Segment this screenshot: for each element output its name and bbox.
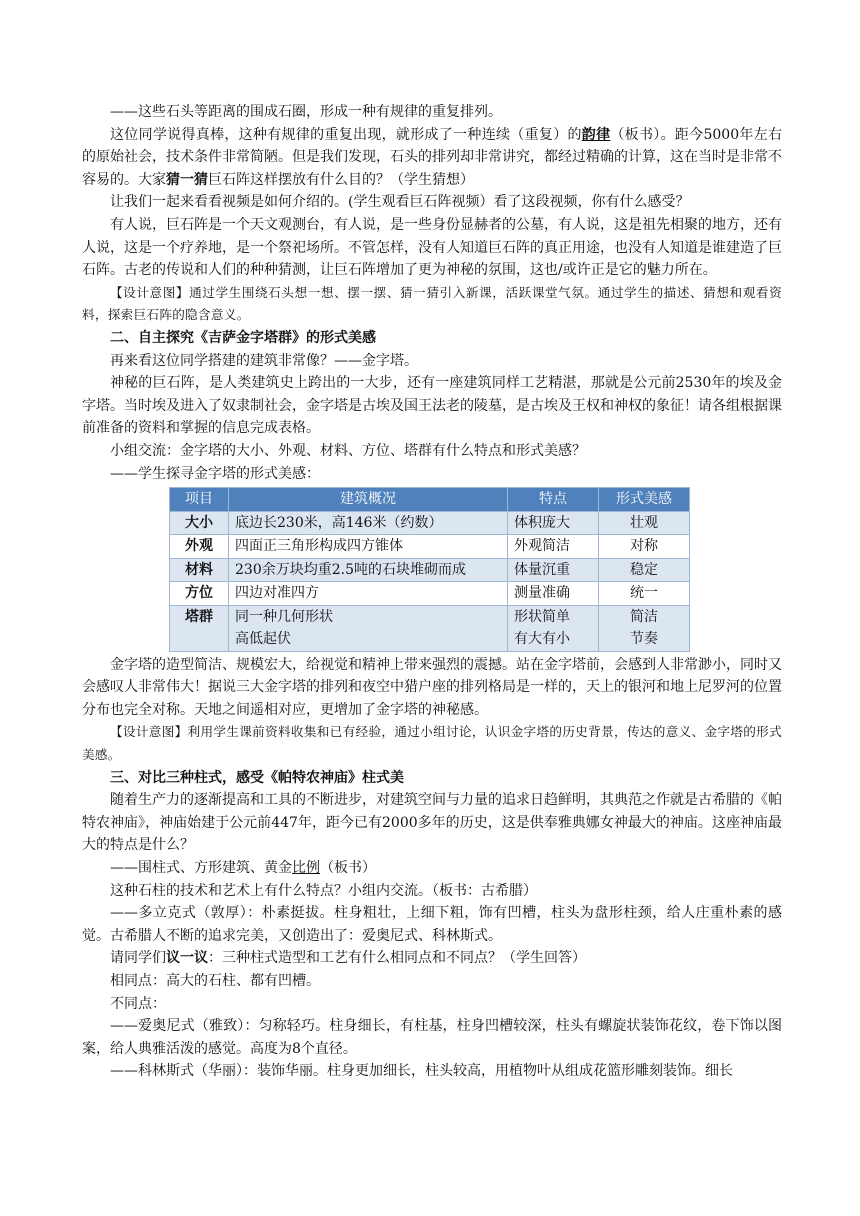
table-header: 特点 <box>508 488 599 512</box>
cell-line: 同一种几何形状 <box>235 608 333 625</box>
text-run: 巨石阵这样摆放有什么目的？（学生猜想） <box>208 171 474 188</box>
text-run: ：三种柱式造型和工艺有什么相同点和不同点？（学生回答） <box>208 950 586 967</box>
text-run: 这位同学说得真棒，这种有规律的重复出现，就形成了一种连续（重复）的 <box>110 126 582 143</box>
table-cell: 大小 <box>170 511 229 535</box>
table-header-row <box>170 488 690 512</box>
table-cell: 材料 <box>170 558 229 582</box>
table-header: 建筑概况 <box>229 488 508 512</box>
table-cell: 外观简洁 <box>508 535 599 559</box>
paragraph: ——科林斯式（华丽）：装饰华丽。柱身更加细长，柱头较高，用植物叶从组成花篮形雕刻装饰。细长 <box>110 1063 733 1080</box>
cell-line: 形状简单 <box>514 608 570 625</box>
table-cell <box>229 605 508 651</box>
table-cell: 稳定 <box>599 558 690 582</box>
paragraph: 有人说，巨石阵是一个天文观测台，有人说，是一些身份显赫者的公墓，有人说，这是祖先相聚的地方，还有人说，这是一个疗养地，是一个祭祀场所。不管怎样，没有人知道巨石阵的真正用途，也没有人知道是谁建造了巨石阵。古老的传说和人们的种种猜测，让巨石阵增加了更为神秘的氛围，这也/或许正是它的魅力所在。 <box>82 216 782 279</box>
keyword-guess: 猜一猜 <box>166 171 208 188</box>
paragraph: 相同点：高大的石柱、都有凹槽。 <box>110 972 320 989</box>
paragraph: ——多立克式（敦厚）：朴素挺拔。柱身粗壮，上细下粗，饰有凹槽，柱头为盘形柱颈，给人庄重朴素的感觉。古希腊人不断的追求完美，又创造出了：爱奥尼式、科林斯式。 <box>82 905 782 944</box>
cell-line: 节奏 <box>630 631 658 648</box>
paragraph: ——爱奥尼式（雅致）：匀称轻巧。柱身细长，有柱基，柱身凹槽较深，柱头有螺旋状装饰花纹，卷下饰以图案，给人典雅活泼的感觉。高度为8个直径。 <box>82 1018 782 1057</box>
design-intent: 【设计意图】利用学生课前资料收集和已有经验，通过小组讨论，认识金字塔的历史背景，传达的意义、金字塔的形式美感。 <box>82 724 782 762</box>
keyword-ratio: 比例 <box>292 859 320 876</box>
table-cell: 体量沉重 <box>508 558 599 582</box>
paragraph: 随着生产力的逐渐提高和工具的不断进步，对建筑空间与力量的追求日趋鲜明，其典范之作就是古希腊的《帕特农神庙》，神庙始建于公元前447年，距今已有2000多年的历史，这是供奉雅典娜女神最大的神庙。这座神庙最大的特点是什么？ <box>82 792 782 854</box>
keyword-rhythm: 韵律 <box>581 126 611 143</box>
table-cell: 塔群 <box>170 605 229 651</box>
table-row <box>170 558 690 582</box>
paragraph: 再来看这位同学搭建的建筑非常像？——金字塔。 <box>110 352 418 369</box>
table-row <box>170 511 690 535</box>
table-cell: 230余万块均重2.5吨的石块堆砌而成 <box>229 558 508 582</box>
paragraph: 小组交流：金字塔的大小、外观、材料、方位、塔群有什么特点和形式美感？ <box>110 442 586 459</box>
table-cell: 底边长230米，高146米（约数） <box>229 511 508 535</box>
design-intent: 【设计意图】通过学生围绕石头想一想、摆一摆、猜一猜引入新课，活跃课堂气氛。通过学生的描述、猜想和观看资料，探索巨石阵的隐含意义。 <box>82 284 782 323</box>
table-cell: 统一 <box>599 582 690 606</box>
paragraph: 金字塔的造型简洁、规模宏大，给视觉和精神上带来强烈的震撼。站在金字塔前，会感到人非常渺小，同时又会感叹人非常伟大！据说三大金字塔的排列和夜空中猎户座的排列格局是一样的，天上的银河和地上尼罗河的位置分布也完全对称。天地之间遥相对应，更增加了金字塔的神秘感。 <box>82 656 782 718</box>
paragraph: 让我们一起来看看视频是如何介绍的。(学生观看巨石阵视频）看了这段视频，你有什么感受？ <box>110 194 690 211</box>
keyword-discuss: 议一议 <box>166 950 208 967</box>
paragraph: 神秘的巨石阵，是人类建筑史上跨出的一大步，还有一座建筑同样工艺精湛，那就是公元前2530年的埃及金字塔。当时埃及进入了奴隶制社会，金字塔是古埃及国王法老的陵墓，是古埃及王权和神权的象征！请各组根据课前准备的资料和掌握的信息完成表格。 <box>82 375 782 437</box>
text-run: （板书） <box>320 859 376 876</box>
paragraph <box>82 124 782 192</box>
table-cell: 外观 <box>170 535 229 559</box>
table-cell: 四边对准四方 <box>229 582 508 606</box>
paragraph: ——学生探寻金字塔的形式美感： <box>110 465 320 482</box>
table-row <box>170 582 690 606</box>
text-run: （板书）。距今5000年左右的原始社会，技术条件非常简陋。但是我们发现，石头的排列却非常讲究，都经过精确的计算，这在当时是非常不容易的。大家 <box>82 126 782 188</box>
cell-line: 有大有小 <box>514 631 570 648</box>
paragraph: ——这些石头等距离的围成石圈，形成一种有规律的重复排列。 <box>110 104 502 120</box>
paragraph: 不同点： <box>110 995 166 1012</box>
text-run: 请同学们 <box>110 950 166 967</box>
text-run: ——围柱式、方形建筑、黄金 <box>110 859 292 876</box>
table-cell: 体积庞大 <box>508 511 599 535</box>
table-cell: 方位 <box>170 582 229 606</box>
pyramid-table <box>169 487 690 652</box>
table-cell: 壮观 <box>599 511 690 535</box>
table-cell <box>508 605 599 651</box>
section-heading-3: 三、对比三种柱式，感受《帕特农神庙》柱式美 <box>110 769 404 786</box>
paragraph <box>82 947 782 970</box>
table-cell: 四面正三角形构成四方锥体 <box>229 535 508 559</box>
cell-line: 高低起伏 <box>235 631 291 648</box>
table-cell: 测量准确 <box>508 582 599 606</box>
document-body <box>82 101 782 1083</box>
table-cell <box>599 605 690 651</box>
table-header: 形式美感 <box>599 488 690 512</box>
cell-line: 简洁 <box>630 608 658 625</box>
table-header: 项目 <box>170 488 229 512</box>
paragraph <box>82 857 782 880</box>
section-heading-2: 二、自主探究《吉萨金字塔群》的形式美感 <box>110 329 376 346</box>
paragraph: 这种石柱的技术和艺术上有什么特点？小组内交流。（板书：古希腊） <box>110 882 537 899</box>
table-cell: 对称 <box>599 535 690 559</box>
table-row <box>170 535 690 559</box>
table-row <box>170 605 690 651</box>
